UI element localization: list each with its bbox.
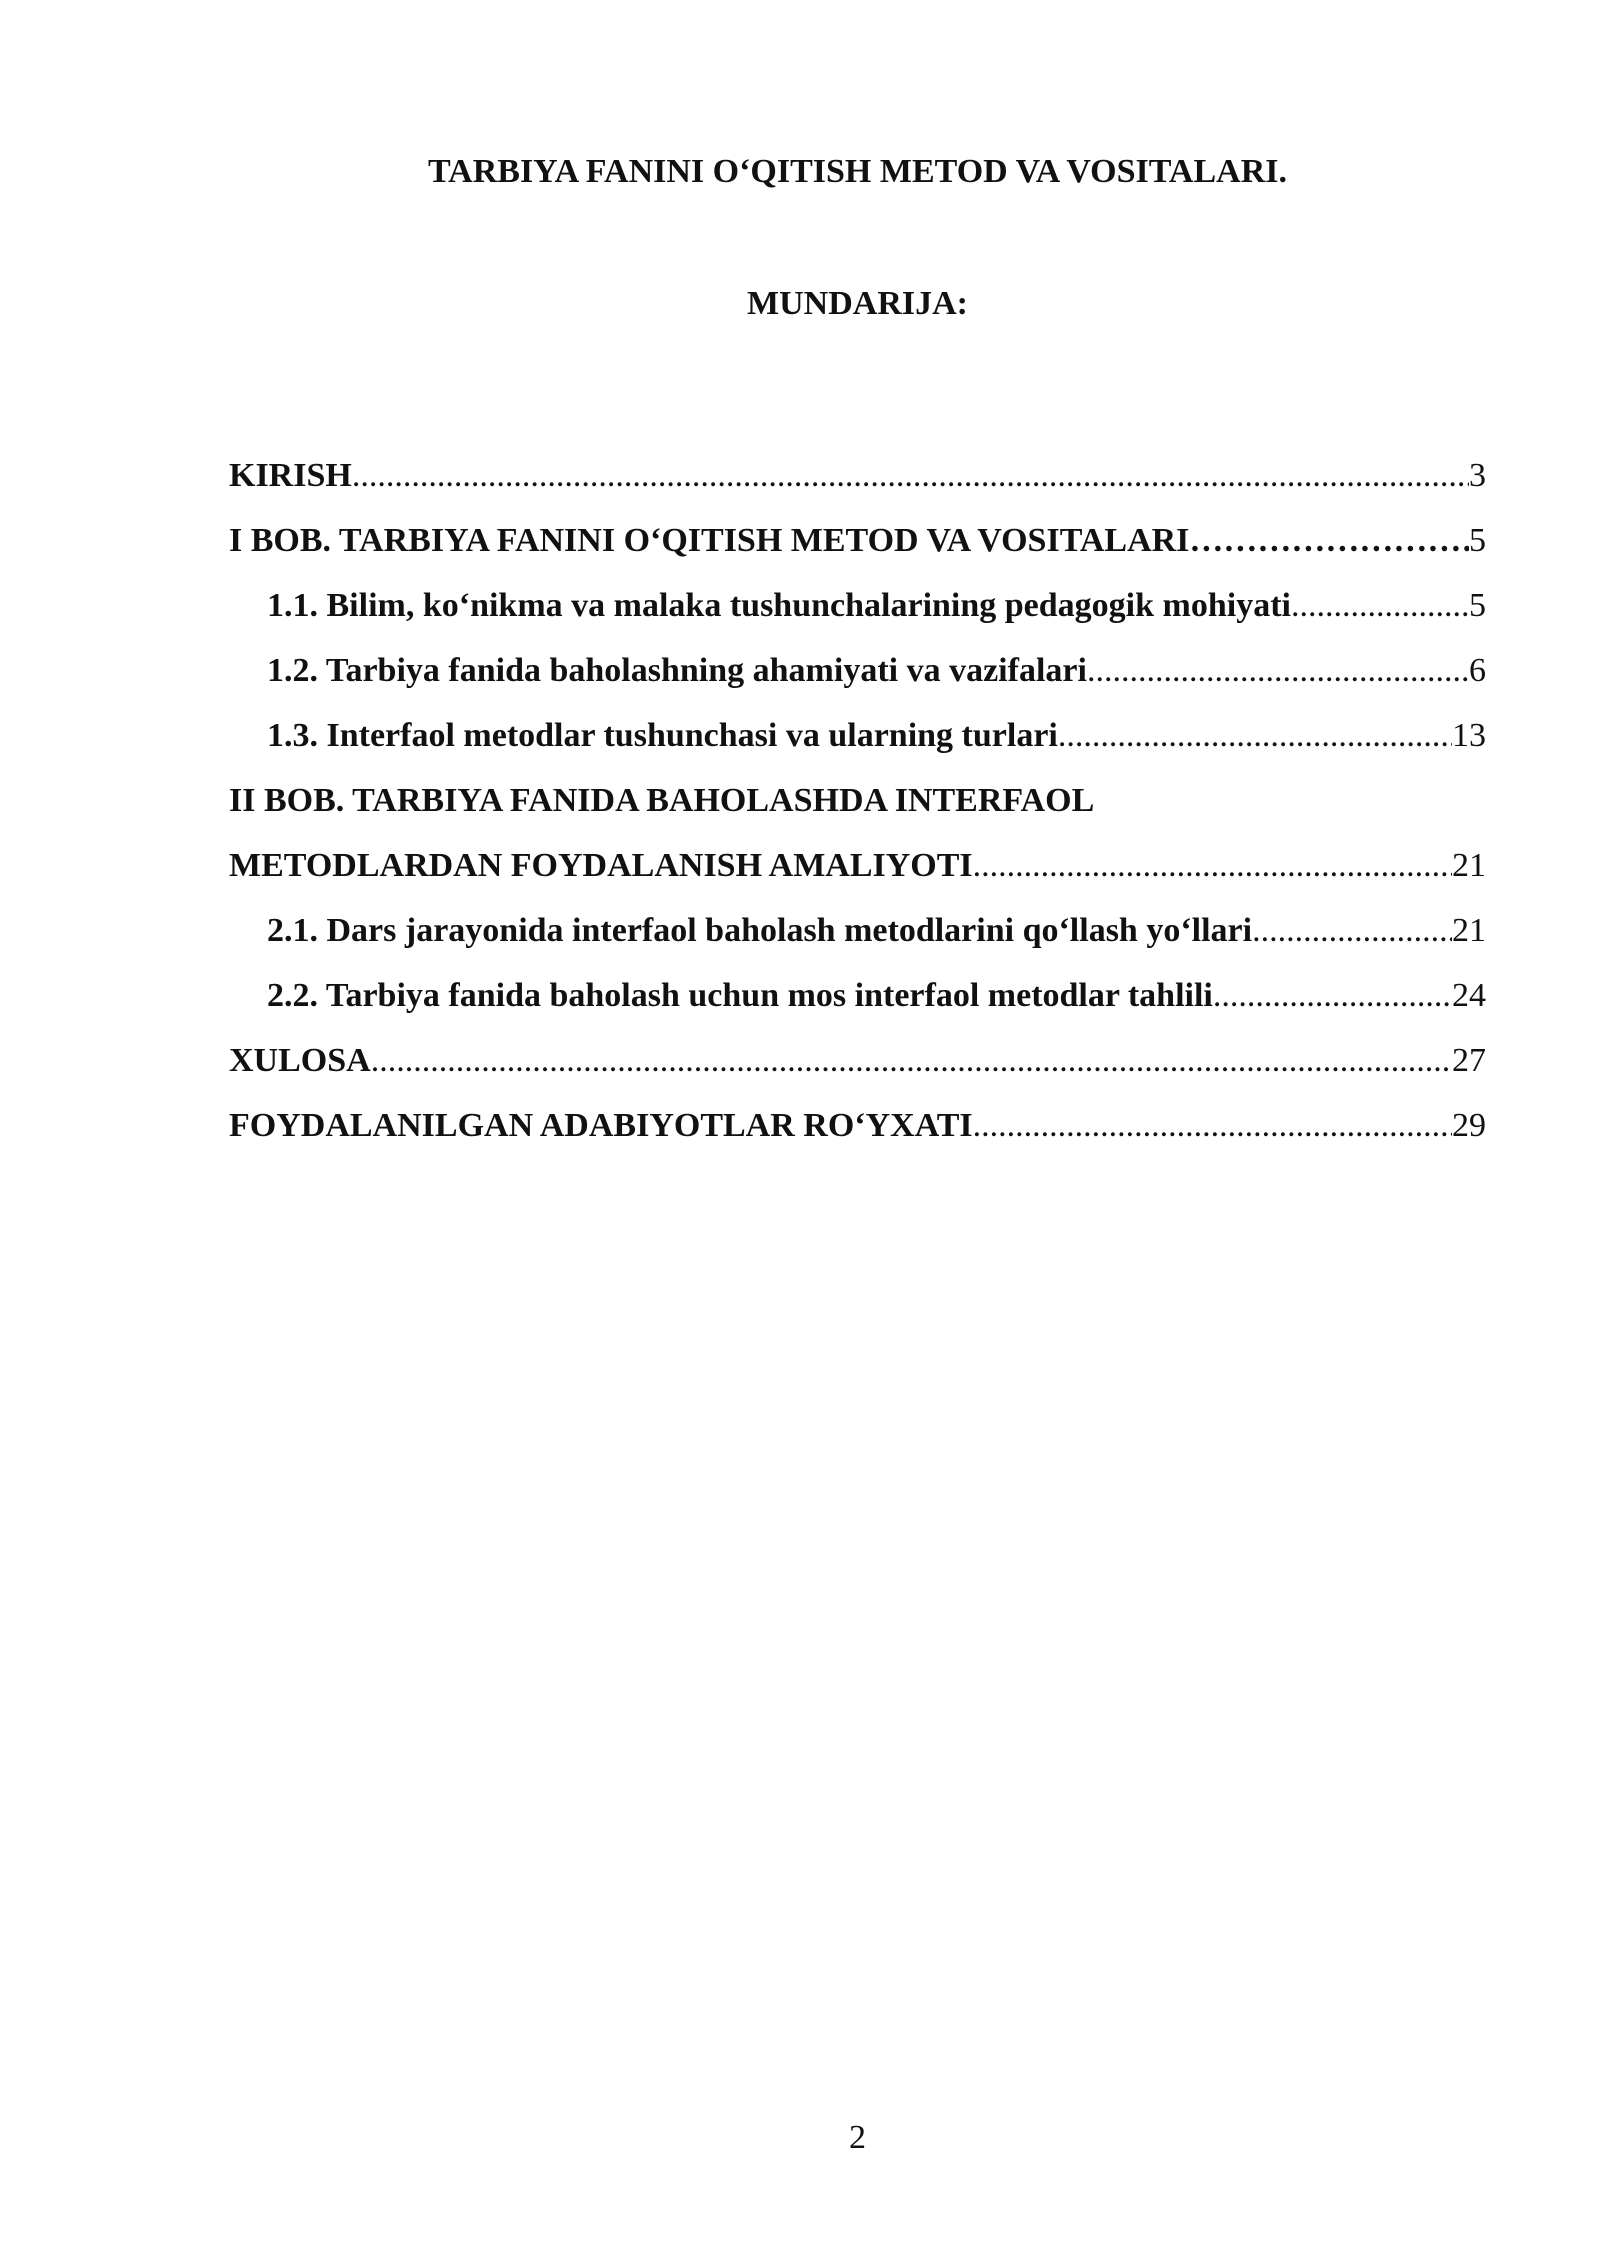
toc-entry-chapter-2-line-1 [229, 768, 1486, 833]
toc-entry-label: II BOB. TARBIYA FANIDA BAHOLASHDA INTERFAOL [229, 782, 1095, 819]
toc-entry-label: 1.3. Interfaol metodlar tushunchasi va ularning turlari [267, 717, 1058, 754]
toc-entry-label: METODLARDAN FOYDALANISH AMALIYOTI [229, 847, 973, 884]
toc-entry-label: I BOB. TARBIYA FANINI O‘QITISH METOD VA VOSITALARI [229, 522, 1190, 559]
toc-entry-label: 2.2. Tarbiya fanida baholash uchun mos interfaol metodlar tahlili [267, 977, 1213, 1014]
toc-entry-chapter-2-line-2 [229, 833, 1486, 898]
page-number: 2 [849, 2119, 866, 2156]
toc-dot-leader [973, 833, 1452, 898]
toc-dot-leader [1087, 638, 1469, 703]
toc-entry-section-2-1 [229, 898, 1486, 963]
toc-entry-section-2-2 [229, 963, 1486, 1028]
toc-page-number: 29 [1452, 1107, 1486, 1144]
toc-entry-label: KIRISH [229, 457, 352, 494]
toc-entry-section-1-2 [229, 638, 1486, 703]
toc-page-number: 13 [1452, 717, 1486, 754]
toc-page-number: 21 [1452, 912, 1486, 949]
toc-dot-leader [1189, 508, 1469, 573]
toc-entry-section-1-3 [229, 703, 1486, 768]
toc-dot-leader [1291, 573, 1469, 638]
toc-page-number: 27 [1452, 1042, 1486, 1079]
toc-entry-label: FOYDALANILGAN ADABIYOTLAR RO‘YXATI [229, 1107, 973, 1144]
toc-page-number: 21 [1452, 847, 1486, 884]
toc-page-number: 5 [1469, 587, 1486, 624]
toc-entry-label: XULOSA [229, 1042, 371, 1079]
toc-page-number: 3 [1469, 457, 1486, 494]
toc-entry-chapter-1 [229, 508, 1486, 573]
document-title: TARBIYA FANINI O‘QITISH METOD VA VOSITALARI. [428, 153, 1287, 190]
toc-entry-label: 1.2. Tarbiya fanida baholashning ahamiyati va vazifalari [267, 652, 1087, 689]
toc-dot-leader [371, 1028, 1452, 1093]
toc-entry-label: 1.1. Bilim, ko‘nikma va malaka tushunchalarining pedagogik mohiyati [267, 587, 1291, 624]
toc-entry-xulosa [229, 1028, 1486, 1093]
toc-dot-leader [1213, 963, 1452, 1028]
toc-dot-leader [352, 443, 1469, 508]
toc-heading: MUNDARIJA: [747, 285, 968, 322]
toc-dot-leader [1058, 703, 1452, 768]
table-of-contents [229, 443, 1486, 1158]
toc-page-number: 6 [1469, 652, 1486, 689]
toc-page-number: 5 [1469, 522, 1486, 559]
toc-entry-section-1-1 [229, 573, 1486, 638]
toc-entry-kirish [229, 443, 1486, 508]
toc-page-number: 24 [1452, 977, 1486, 1014]
toc-entry-references [229, 1093, 1486, 1158]
toc-entry-label: 2.1. Dars jarayonida interfaol baholash metodlarini qo‘llash yo‘llari [267, 912, 1253, 949]
toc-dot-leader [1252, 898, 1452, 963]
toc-dot-leader [973, 1093, 1452, 1158]
